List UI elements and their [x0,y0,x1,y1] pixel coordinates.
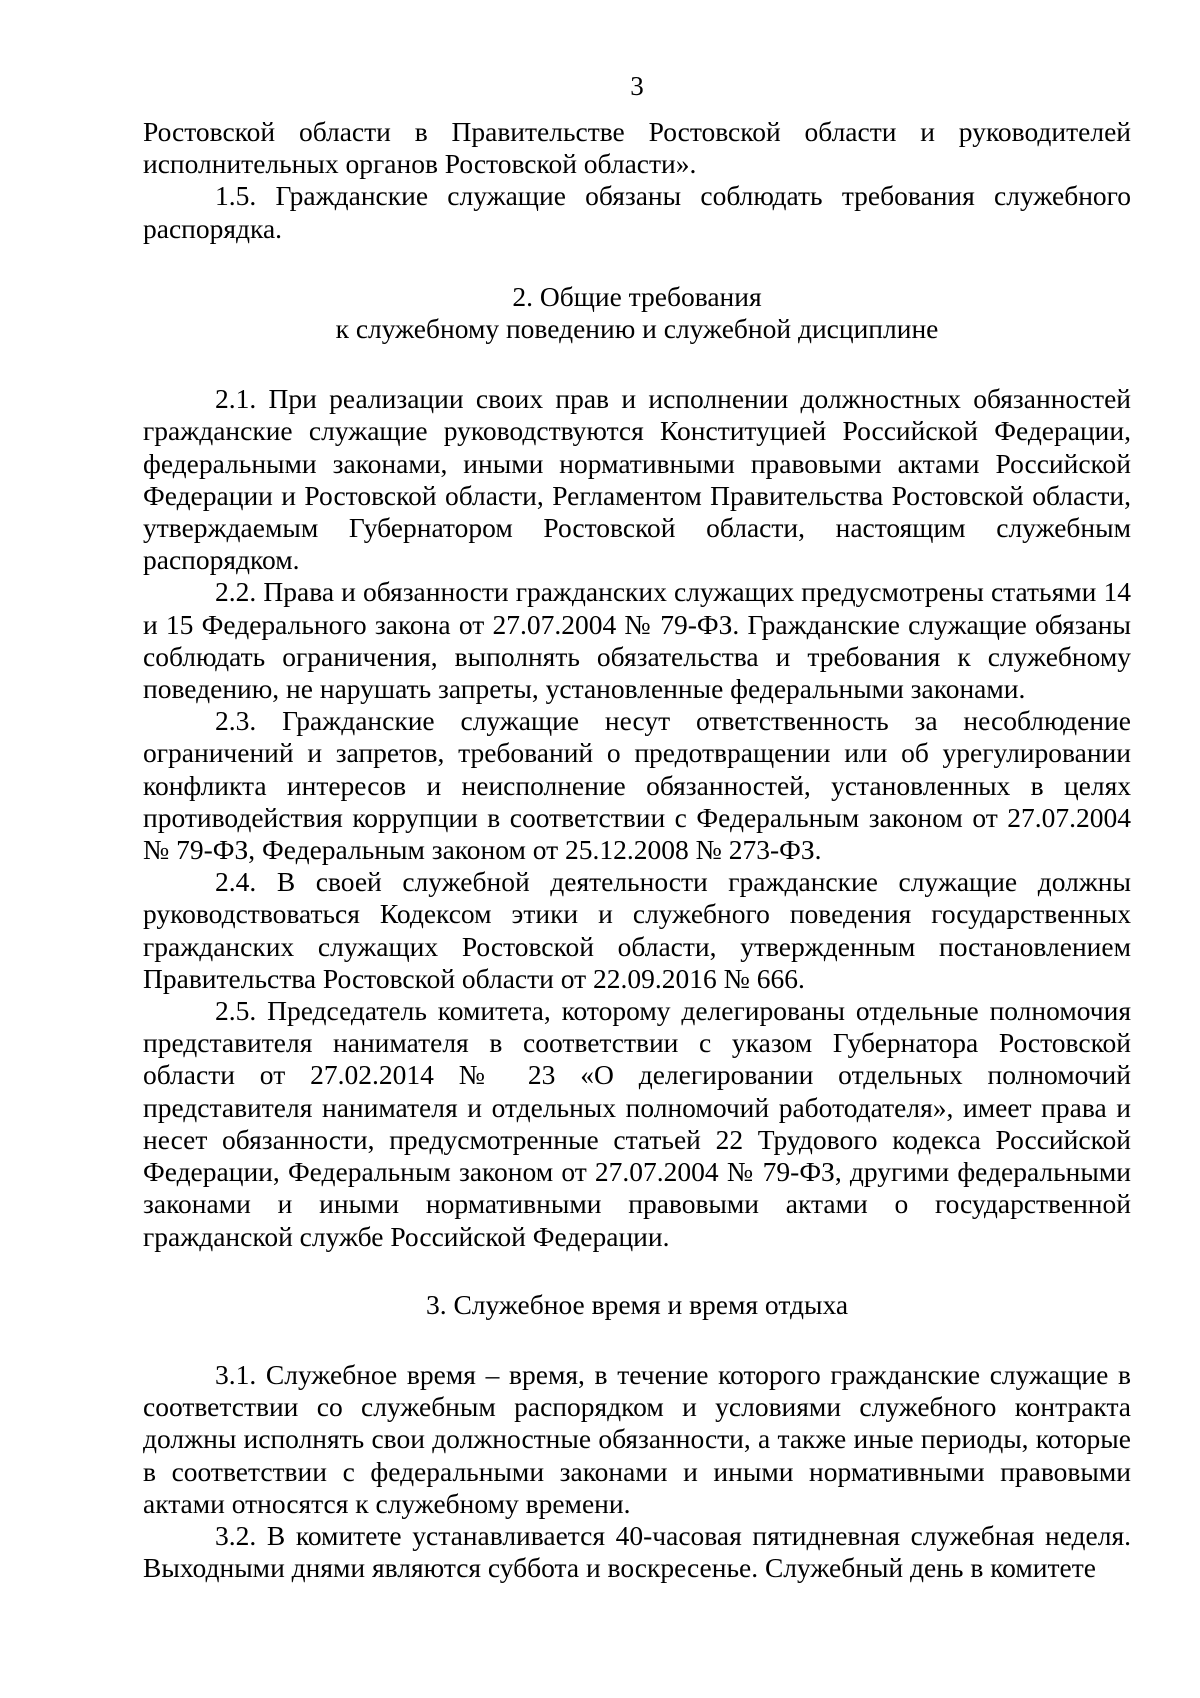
paragraph-3-1: 3.1. Служебное время – время, в течение которого гражданские служащие в соответствии со служебным распорядком и условиями служебного контракта должны исполнять свои должностные обязанности, а также иные периоды, которые в соответствии с федеральными законами и иными нормативными правовыми актами относятся к служебному времени. [143,1358,1131,1519]
paragraph-2-4: 2.4. В своей служебной деятельности гражданские служащие должны руководствоваться Кодексом этики и служебного поведения государственных гражданских служащих Ростовской области, утвержденным постановлением Правительства Ростовской области от 22.09.2016 № 666. [143,866,1131,994]
page-number: 3 [630,71,644,101]
section-2-heading [143,281,1131,345]
paragraph-1-5: 1.5. Гражданские служащие обязаны соблюдать требования служебного распорядка. [143,180,1131,244]
document-page [143,70,1131,1584]
section-2-title-line-1: 2. Общие требования [512,280,762,312]
paragraph-continuation: Ростовской области в Правительстве Ростовской области и руководителей исполнительных органов Ростовской области». [143,116,1131,180]
paragraph-2-5: 2.5. Председатель комитета, которому делегированы отдельные полномочия представителя нанимателя в соответствии с указом Губернатора Ростовской области от 27.02.2014 № 23 «О делегировании отдельных полномочий представителя нанимателя и отдельных полномочий работодателя», имеет права и несет обязанности, предусмотренные статьей 22 Трудового кодекса Российской Федерации, Федеральным законом от 27.07.2004 № 79-ФЗ, другими федеральными законами и иными нормативными правовыми актами о государственной гражданской службе Российской Федерации. [143,995,1131,1252]
paragraph-2-3: 2.3. Гражданские служащие несут ответственность за несоблюдение ограничений и запретов, требований о предотвращении или об урегулировании конфликта интересов и неисполнение обязанностей, установленных в целях противодействия коррупции в соответствии с Федеральным законом от 27.07.2004 № 79-ФЗ, Федеральным законом от 25.12.2008 № 273-ФЗ. [143,705,1131,866]
section-2-body [143,383,1131,1252]
section-2-title-line-2: к служебному поведению и служебной дисциплине [335,313,939,345]
section-3-heading [143,1289,1131,1321]
paragraph-2-1: 2.1. При реализации своих прав и исполнении должностных обязанностей гражданские служащие руководствуются Конституцией Российской Федерации, федеральными законами, иными нормативными правовыми актами Российской Федерации и Ростовской области, Регламентом Правительства Ростовской области, утверждаемым Губернатором Ростовской области, настоящим служебным распорядком. [143,383,1131,576]
paragraph-3-2: 3.2. В комитете устанавливается 40-часовая пятидневная служебная неделя. Выходными днями являются суббота и воскресенье. Служебный день в комитете [143,1519,1131,1584]
section-3-body [143,1359,1131,1584]
section-3-title: 3. Служебное время и время отдыха [425,1288,849,1320]
paragraph-2-2: 2.2. Права и обязанности гражданских служащих предусмотрены статьями 14 и 15 Федерального закона от 27.07.2004 № 79-ФЗ. Гражданские служащие обязаны соблюдать ограничения, выполнять обязательства и требования к служебному поведению, не нарушать запреты, установленные федеральными законами. [143,576,1131,705]
